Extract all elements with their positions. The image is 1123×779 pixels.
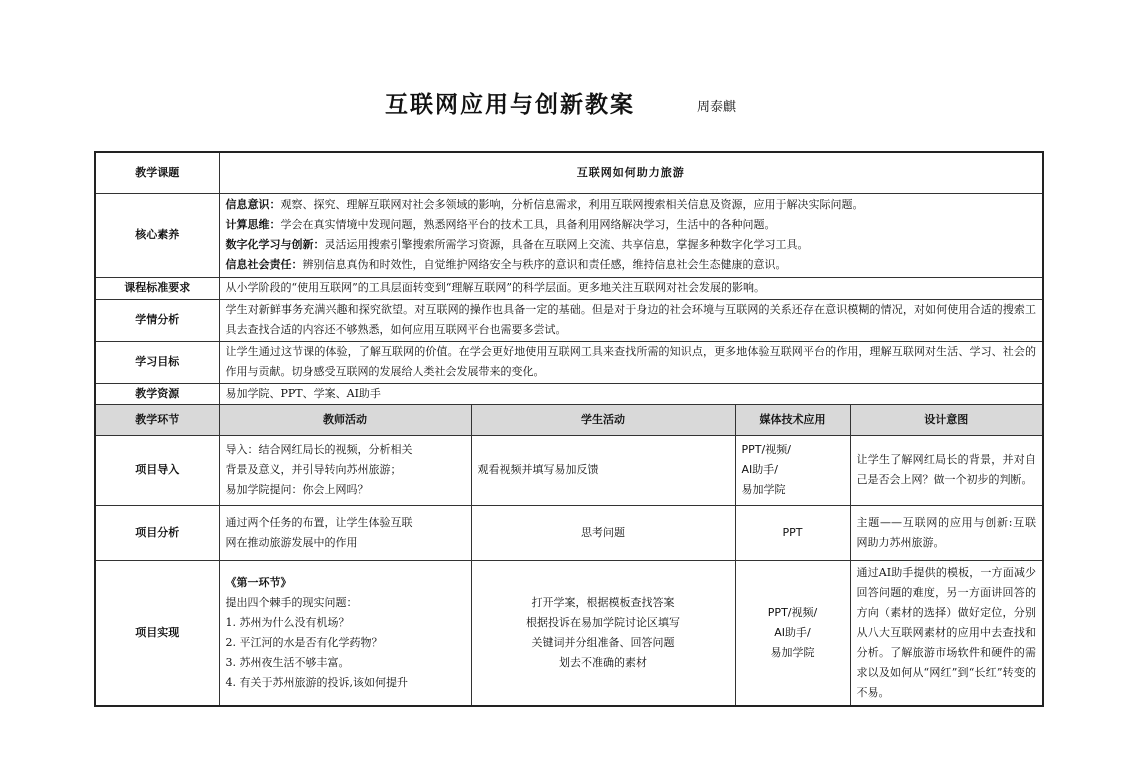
teacher-line: 导入：结合网红局长的视频，分析相关 (225, 443, 413, 456)
table-row (95, 435, 1043, 505)
goal-label: 学习目标 (95, 341, 219, 383)
goal-value: 让学生通过这节课的体验，了解互联网的价值。在学会更好地使用互联网工具来查找所需的知识点，更多地体验互联网平台的作用，理解互联网对生活、学习、社会的作用与贡献。切身感受互联网的发展给人类社会发展带来的变化。 (219, 341, 1043, 383)
media-line: AI助手/ (774, 625, 811, 639)
teacher-line: 3. 苏州夜生活不够丰富。 (225, 655, 350, 669)
stage-label: 项目导入 (95, 435, 219, 505)
core-row (95, 193, 1043, 277)
core-key: 计算思维： (225, 218, 281, 231)
teacher-line: 背景及意义，并引导转向苏州旅游； (225, 463, 402, 476)
core-label: 核心素养 (95, 193, 219, 277)
student-line: 根据投诉在易加学院讨论区填写 (526, 615, 680, 629)
standard-label: 课程标准要求 (95, 277, 219, 299)
design-intent: 主题——互联网的应用与创新:互联网助力苏州旅游。 (850, 505, 1043, 560)
core-item (226, 215, 1037, 235)
student-line: 划去不准确的素材 (559, 655, 647, 669)
media-line: AI助手/ (741, 463, 778, 476)
resources-row (95, 383, 1043, 404)
teacher-line: 1. 苏州为什么没有机场？ (225, 615, 350, 629)
table-row (95, 505, 1043, 560)
core-text: 灵活运用搜索引擎搜索所需学习资源，具备在互联网上交流、共享信息，掌握多种数字化学习工具。 (324, 238, 809, 251)
column-header: 媒体技术应用 (735, 404, 850, 435)
column-header: 教师活动 (219, 404, 471, 435)
topic-row (95, 152, 1043, 193)
core-key: 信息社会责任： (225, 258, 303, 271)
media-usage (735, 560, 850, 706)
core-text: 学会在真实情境中发现问题，熟悉网络平台的技术工具，具备利用网络解决学习，生活中的各种问题。 (280, 218, 776, 231)
media-line: PPT/视频/ (741, 443, 791, 456)
document-title: 互联网应用与创新教案 (385, 91, 635, 118)
core-text: 辨别信息真伪和时效性，自觉维护网络安全与秩序的意识和责任感，维持信息社会生态健康的意识。 (302, 258, 787, 271)
teacher-line: 网在推动旅游发展中的作用 (225, 535, 358, 549)
core-key: 数字化学习与创新： (225, 238, 325, 251)
core-item (226, 195, 1037, 215)
teacher-line: 提出四个棘手的现实问题： (225, 595, 358, 609)
core-item (226, 255, 1037, 275)
student-activity: 思考问题 (471, 505, 735, 560)
teacher-section-head: 《第一环节》 (225, 575, 292, 589)
teacher-activity (219, 560, 471, 706)
media-line: 易加学院 (770, 645, 815, 659)
teacher-line: 通过两个任务的布置，让学生体验互联 (225, 515, 413, 529)
student-activity: 观看视频并填写易加反馈 (471, 435, 735, 505)
teacher-line: 4. 有关于苏州旅游的投诉,该如何提升 (225, 675, 408, 689)
topic-value: 互联网如何助力旅游 (219, 152, 1043, 193)
title-row (0, 86, 1123, 126)
core-item (226, 235, 1037, 255)
media-usage: PPT (735, 505, 850, 560)
media-line: 易加学院 (741, 483, 786, 496)
teacher-line: 易加学院提问：你会上网吗？ (225, 483, 369, 496)
resources-value: 易加学院、PPT、学案、AI助手 (219, 383, 1043, 404)
design-intent: 让学生了解网红局长的背景，并对自己是否会上网？做一个初步的判断。 (850, 435, 1043, 505)
media-usage (735, 435, 850, 505)
student-activity (471, 560, 735, 706)
resources-label: 教学资源 (95, 383, 219, 404)
media-line: PPT/视频/ (767, 605, 818, 619)
situation-row (95, 299, 1043, 341)
core-content (219, 193, 1043, 277)
standard-value: 从小学阶段的“使用互联网”的工具层面转变到“理解互联网”的科学层面。更多地关注互联网对社会发展的影响。 (219, 277, 1043, 299)
teacher-activity (219, 435, 471, 505)
lesson-plan-table (94, 151, 1044, 707)
column-header: 教学环节 (95, 404, 219, 435)
column-header-row (95, 404, 1043, 435)
situation-value: 学生对新鲜事务充满兴趣和探究欲望。对互联网的操作也具备一定的基础。但是对于身边的社会环境与互联网的关系还存在意识模糊的情况，对如何使用合适的搜索工具去查找合适的内容还不够熟悉，如何应用互联网平台也需要多尝试。 (219, 299, 1043, 341)
column-header: 设计意图 (850, 404, 1043, 435)
stage-label: 项目实现 (95, 560, 219, 706)
student-line: 打开学案，根据模板查找答案 (531, 595, 675, 609)
stage-label: 项目分析 (95, 505, 219, 560)
teacher-activity (219, 505, 471, 560)
core-text: 观察、探究、理解互联网对社会多领域的影响，分析信息需求，利用互联网搜索相关信息及资源，应用于解决实际问题。 (280, 198, 864, 211)
document-author: 周泰麒 (697, 100, 737, 115)
core-key: 信息意识： (225, 198, 281, 211)
teacher-line: 2. 平江河的水是否有化学药物？ (225, 635, 383, 649)
table-row (95, 560, 1043, 706)
design-intent: 通过AI助手提供的模板，一方面减少回答问题的难度，另一方面讲回答的方向（素材的选择）做好定位，分别从八大互联网素材的应用中去查找和分析。了解旅游市场软件和硬件的需求以及如何从“网红”到“长红”转变的不易。 (850, 560, 1043, 706)
standard-row (95, 277, 1043, 299)
student-line: 关键词并分组准备、回答问题 (531, 635, 675, 649)
goal-row (95, 341, 1043, 383)
column-header: 学生活动 (471, 404, 735, 435)
situation-label: 学情分析 (95, 299, 219, 341)
topic-label: 教学课题 (95, 152, 219, 193)
